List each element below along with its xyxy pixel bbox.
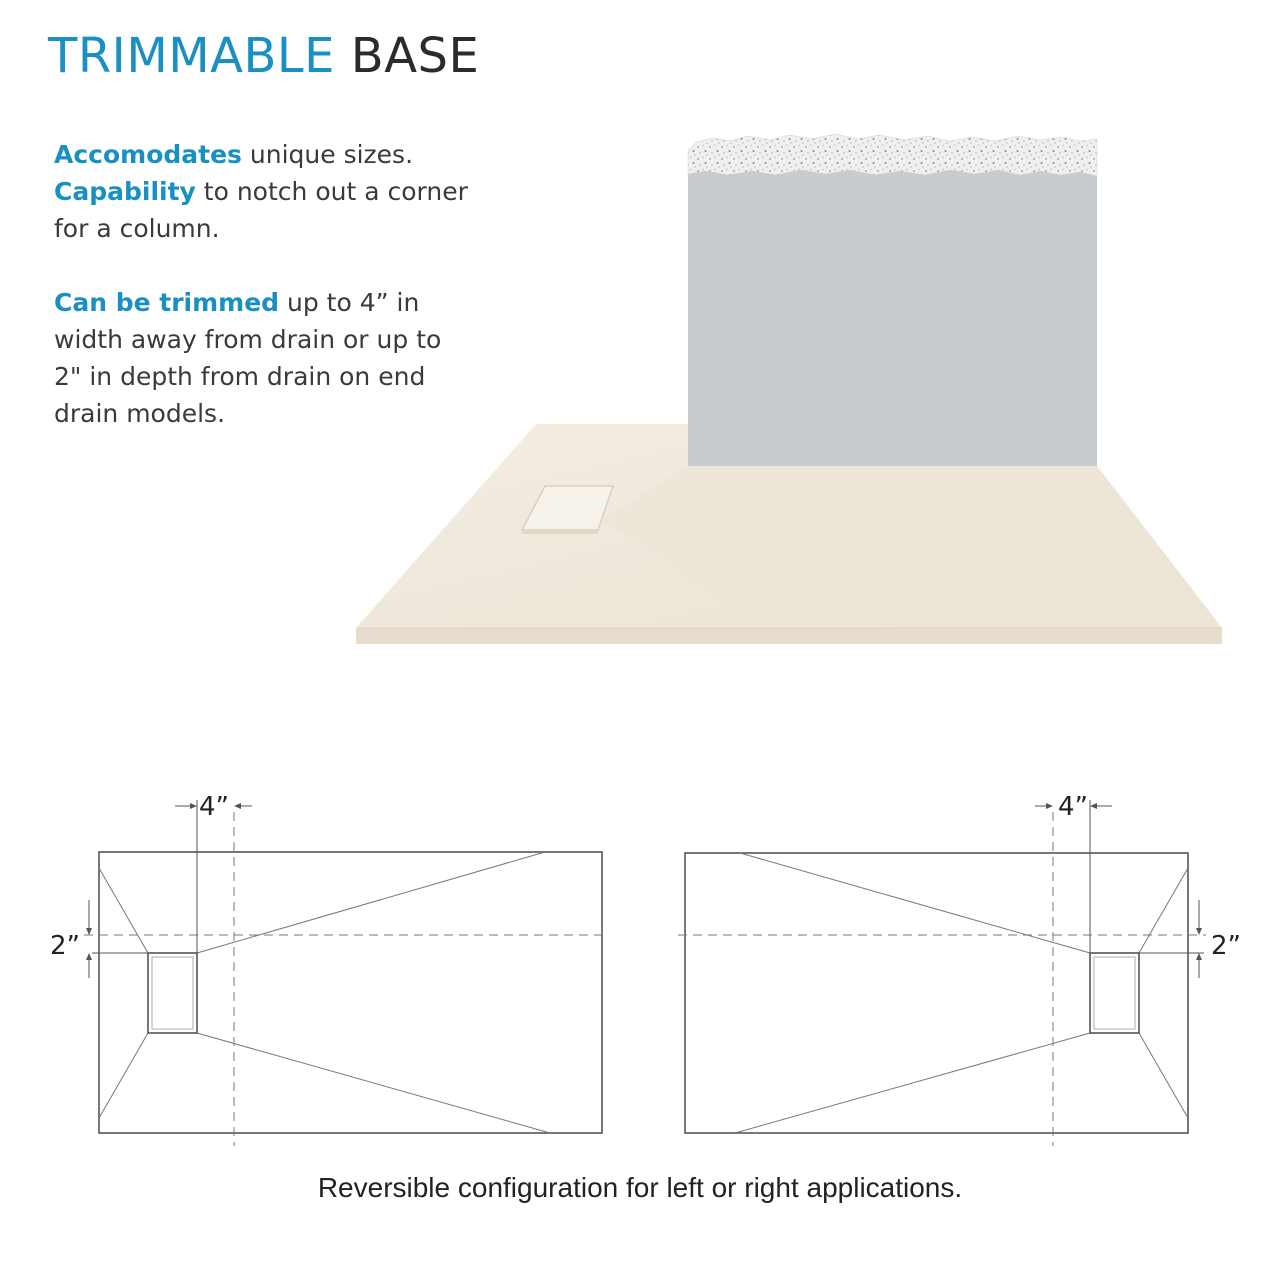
intro-text-2: to notch out a corner for a column. xyxy=(54,177,468,243)
left-drain xyxy=(148,953,197,1033)
intro-highlight-2: Capability xyxy=(54,177,196,206)
intro-highlight-1: Accomodates xyxy=(54,140,242,169)
trim-text: up to 4” in width away from drain or up to 2" in depth from drain on end drain models. xyxy=(54,288,442,428)
right-width-label: 4” xyxy=(1058,792,1089,822)
right-drain xyxy=(1090,953,1139,1033)
right-depth-label: 2” xyxy=(1211,931,1242,961)
base-front-edge xyxy=(356,628,1222,644)
left-width-label: 4” xyxy=(199,792,230,822)
wall-face xyxy=(688,168,1097,466)
intro-text-1: unique sizes. xyxy=(241,140,414,169)
trim-highlight: Can be trimmed xyxy=(54,288,280,317)
title-rest: BASE xyxy=(350,28,480,84)
wall-stone-top xyxy=(688,134,1097,176)
column-wall xyxy=(688,134,1097,466)
left-depth-label: 2” xyxy=(50,931,81,961)
left-outline xyxy=(99,852,602,1133)
right-outline xyxy=(685,853,1188,1133)
title-accent: TRIMMABLE xyxy=(48,28,335,84)
plan-diagram-left xyxy=(84,800,606,1146)
caption: Reversible configuration for left or right applications. xyxy=(317,1172,963,1203)
plan-diagram-right xyxy=(678,800,1206,1146)
